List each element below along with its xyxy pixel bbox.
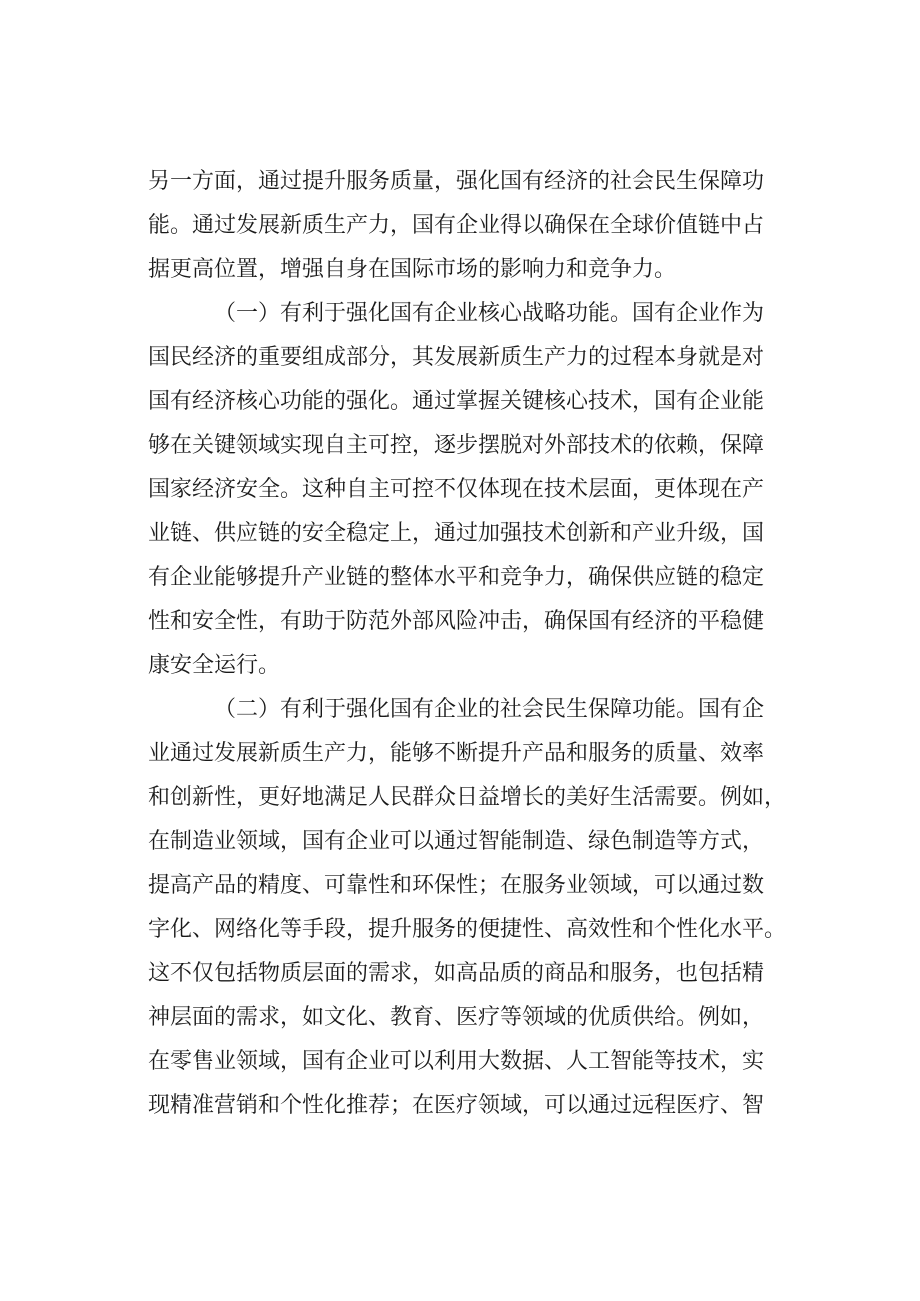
text-line: 现精准营销和个性化推荐；在医疗领域，可以通过远程医疗、智: [148, 1093, 765, 1118]
section-heading-1: （一）有利于强化国有企业核心战略功能。国有企业作为: [214, 301, 765, 326]
text-line: 能。通过发展新质生产力，国有企业得以确保在全球价值链中占: [148, 213, 765, 238]
text-line: 在零售业领域，国有企业可以利用大数据、人工智能等技术，实: [148, 1049, 765, 1074]
text-line: 国家经济安全。这种自主可控不仅体现在技术层面，更体现在产: [148, 477, 765, 502]
text-line: 有企业能够提升产业链的整体水平和竞争力，确保供应链的稳定: [148, 565, 765, 590]
text-line: 国有经济核心功能的强化。通过掌握关键核心技术，国有企业能: [148, 389, 765, 414]
text-line: 康安全运行。: [148, 653, 281, 678]
text-line: 提高产品的精度、可靠性和环保性；在服务业领域，可以通过数: [148, 873, 765, 898]
text-line: 另一方面，通过提升服务质量，强化国有经济的社会民生保障功: [148, 169, 765, 194]
text-line: 和创新性，更好地满足人民群众日益增长的美好生活需要。例如，: [148, 785, 787, 810]
body-text: [148, 160, 808, 1128]
text-line: 国民经济的重要组成部分，其发展新质生产力的过程本身就是对: [148, 345, 765, 370]
section-heading-2: （二）有利于强化国有企业的社会民生保障功能。国有企: [214, 697, 765, 722]
text-line: 在制造业领域，国有企业可以通过智能制造、绿色制造等方式，: [148, 829, 765, 854]
text-line: 据更高位置，增强自身在国际市场的影响力和竞争力。: [148, 257, 677, 282]
text-line: 神层面的需求，如文化、教育、医疗等领域的优质供给。例如，: [148, 1005, 765, 1030]
text-line: 性和安全性，有助于防范外部风险冲击，确保国有经济的平稳健: [148, 609, 765, 634]
text-line: 这不仅包括物质层面的需求，如高品质的商品和服务，也包括精: [148, 961, 765, 986]
text-line: 业链、供应链的安全稳定上，通过加强技术创新和产业升级，国: [148, 521, 765, 546]
text-line: 业通过发展新质生产力，能够不断提升产品和服务的质量、效率: [148, 741, 765, 766]
text-line: 够在关键领域实现自主可控，逐步摆脱对外部技术的依赖，保障: [148, 433, 765, 458]
text-line: 字化、网络化等手段，提升服务的便捷性、高效性和个性化水平。: [148, 917, 787, 942]
